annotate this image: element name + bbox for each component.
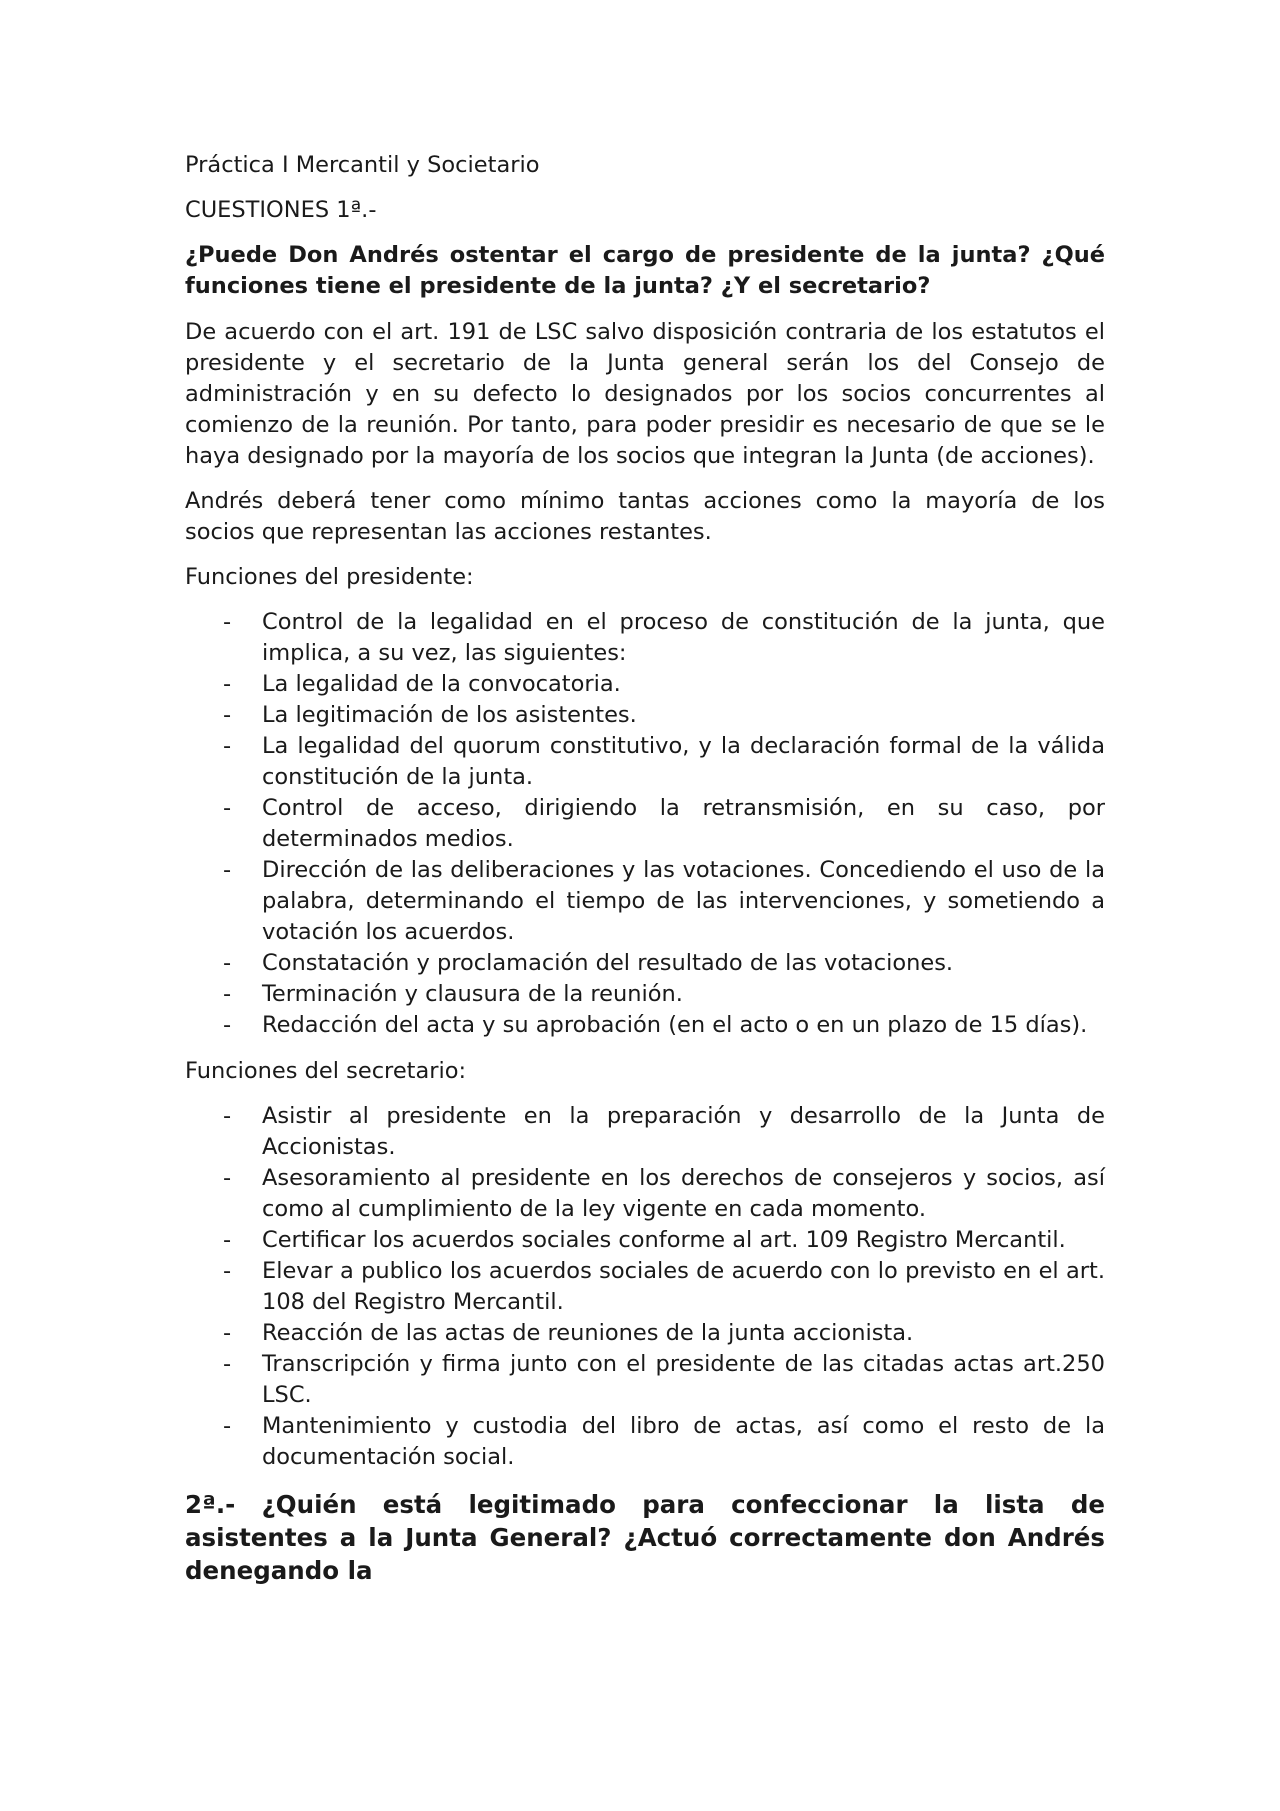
dash-bullet: -	[223, 1103, 232, 1129]
president-functions-list	[185, 607, 1105, 1041]
list-item	[185, 1225, 1105, 1256]
dash-bullet: -	[223, 1165, 232, 1191]
list-item	[185, 948, 1105, 979]
document-page	[185, 150, 1105, 1602]
list-item	[185, 1010, 1105, 1041]
dash-bullet: -	[223, 1413, 232, 1439]
list-item	[185, 1256, 1105, 1318]
list-item	[185, 669, 1105, 700]
list-item-text: Mantenimiento y custodia del libro de actas, así como el resto de la documentación social.	[262, 1413, 1105, 1470]
list-item-text: Control de acceso, dirigiendo la retransmisión, en su caso, por determinados medios.	[262, 795, 1105, 852]
dash-bullet: -	[223, 609, 232, 635]
list-item	[185, 1318, 1105, 1349]
list-item-text: La legitimación de los asistentes.	[262, 702, 637, 728]
list-item	[185, 1101, 1105, 1163]
dash-bullet: -	[223, 857, 232, 883]
dash-bullet: -	[223, 1320, 232, 1346]
list-item-text: La legalidad de la convocatoria.	[262, 671, 621, 697]
dash-bullet: -	[223, 1227, 232, 1253]
list-item-text: Control de la legalidad en el proceso de constitución de la junta, que implica, a su vez, las siguientes:	[262, 609, 1105, 666]
list-item-text: Dirección de las deliberaciones y las votaciones. Concediendo el uso de la palabra, determinando el tiempo de las intervenciones, y sometiendo a votación los acuerdos.	[262, 857, 1105, 945]
list-item-text: Asesoramiento al presidente en los derechos de consejeros y socios, así como al cumplimiento de la ley vigente en cada momento.	[262, 1165, 1105, 1222]
question-1-heading: ¿Puede Don Andrés ostentar el cargo de presidente de la junta? ¿Qué funciones tiene el presidente de la junta? ¿Y el secretario?	[185, 242, 1105, 299]
dash-bullet: -	[223, 950, 232, 976]
dash-bullet: -	[223, 733, 232, 759]
list-item-text: Elevar a publico los acuerdos sociales de acuerdo con lo previsto en el art. 108 del Registro Mercantil.	[262, 1258, 1105, 1315]
list-item	[185, 700, 1105, 731]
list-item-text: La legalidad del quorum constitutivo, y la declaración formal de la válida constitución de la junta.	[262, 733, 1105, 790]
list-item	[185, 1163, 1105, 1225]
list-item-text: Redacción del acta y su aprobación (en el acto o en un plazo de 15 días).	[262, 1012, 1088, 1038]
secretary-functions-list	[185, 1101, 1105, 1473]
answer-paragraph-2: Andrés deberá tener como mínimo tantas acciones como la mayoría de los socios que representan las acciones restantes.	[185, 488, 1105, 545]
dash-bullet: -	[223, 981, 232, 1007]
dash-bullet: -	[223, 795, 232, 821]
list-item	[185, 731, 1105, 793]
dash-bullet: -	[223, 671, 232, 697]
document-title: Práctica I Mercantil y Societario	[185, 152, 540, 178]
list-item-text: Asistir al presidente en la preparación y desarrollo de la Junta de Accionistas.	[262, 1103, 1105, 1160]
dash-bullet: -	[223, 1012, 232, 1038]
list-item	[185, 1411, 1105, 1473]
dash-bullet: -	[223, 1258, 232, 1284]
question-2-heading: 2ª.- ¿Quién está legitimado para confeccionar la lista de asistentes a la Junta General? ¿Actuó correctamente don Andrés denegando la	[185, 1490, 1105, 1585]
list-item	[185, 855, 1105, 948]
list-item	[185, 1349, 1105, 1411]
president-functions-heading: Funciones del presidente:	[185, 564, 474, 590]
list-item-text: Reacción de las actas de reuniones de la junta accionista.	[262, 1320, 914, 1346]
list-item	[185, 607, 1105, 669]
list-item	[185, 979, 1105, 1010]
section-label: CUESTIONES 1ª.-	[185, 197, 377, 223]
secretary-functions-heading: Funciones del secretario:	[185, 1058, 467, 1084]
list-item-text: Constatación y proclamación del resultado de las votaciones.	[262, 950, 954, 976]
list-item	[185, 793, 1105, 855]
answer-paragraph-1: De acuerdo con el art. 191 de LSC salvo disposición contraria de los estatutos el presidente y el secretario de la Junta general serán los del Consejo de administración y en su defecto lo designados por los socios concurrentes al comienzo de la reunión. Por tanto, para poder presidir es necesario de que se le haya designado por la mayoría de los socios que integran la Junta (de acciones).	[185, 319, 1105, 469]
list-item-text: Terminación y clausura de la reunión.	[262, 981, 683, 1007]
dash-bullet: -	[223, 1351, 232, 1377]
dash-bullet: -	[223, 702, 232, 728]
list-item-text: Certificar los acuerdos sociales conforme al art. 109 Registro Mercantil.	[262, 1227, 1066, 1253]
list-item-text: Transcripción y firma junto con el presidente de las citadas actas art.250 LSC.	[262, 1351, 1105, 1408]
